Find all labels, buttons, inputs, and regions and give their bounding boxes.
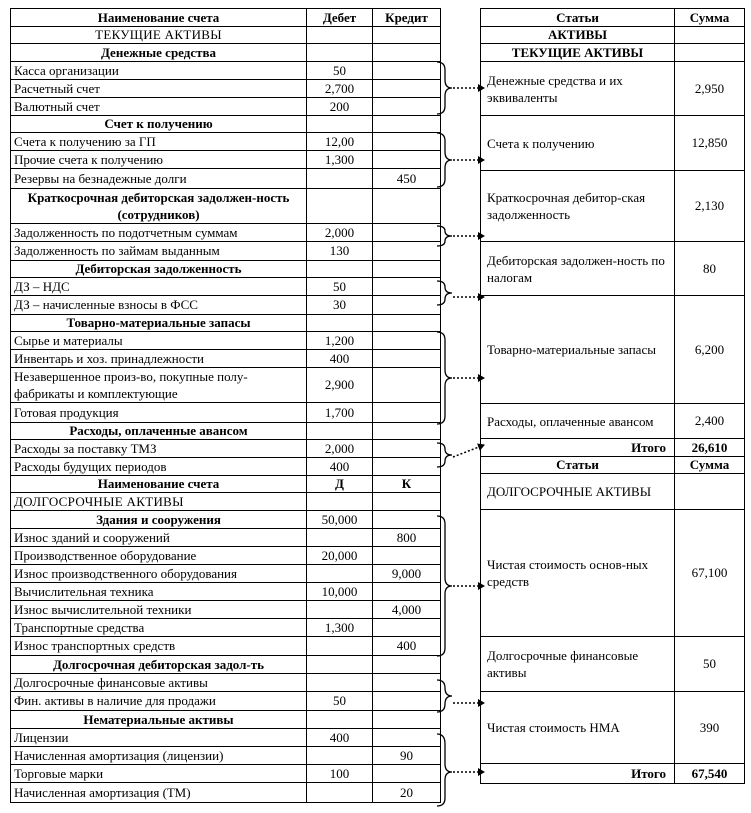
table-row-debit <box>307 529 373 547</box>
summary-item-sum: 6,200 <box>675 296 745 404</box>
table-row-debit: 30 <box>307 296 373 315</box>
table-row-debit: 2,000 <box>307 440 373 458</box>
table-row-credit: 400 <box>373 637 441 656</box>
table-row-credit <box>373 224 441 242</box>
summary-item-label: Чистая стоимость основ-ных средств <box>481 510 675 637</box>
table-row-debit: 400 <box>307 458 373 476</box>
table-row-name: Готовая продукция <box>11 403 307 423</box>
summary-item-label: Дебиторская задолжен-ность по налогам <box>481 242 675 296</box>
table-row-name: Прочие счета к получению <box>11 151 307 169</box>
table-row-debit: 50 <box>307 278 373 296</box>
section-title-current-assets-right: ТЕКУЩИЕ АКТИВЫ <box>481 44 675 62</box>
table-row-debit <box>307 601 373 619</box>
table-row-credit <box>373 296 441 315</box>
table-row-name: Торговые марки <box>11 765 307 783</box>
summary-item-sum: 2,400 <box>675 404 745 439</box>
summary-item-label: Долгосрочные финансовые активы <box>481 637 675 692</box>
table-row-debit: 400 <box>307 350 373 368</box>
group-title-inventory: Товарно-материальные запасы <box>11 315 307 332</box>
table-row-debit: 2,700 <box>307 80 373 98</box>
table-row-credit <box>373 765 441 783</box>
table-row-credit: 800 <box>373 529 441 547</box>
balance-summary-table <box>480 8 745 784</box>
table-row-name: Начисленная амортизация (лицензии) <box>11 747 307 765</box>
table-row-credit <box>373 368 441 403</box>
section-title-current-assets: ТЕКУЩИЕ АКТИВЫ <box>11 27 307 44</box>
column-header-debit: Дебет <box>307 9 373 27</box>
table-row-name: Резервы на безнадежные долги <box>11 169 307 189</box>
table-row-name: Инвентарь и хоз. принадлежности <box>11 350 307 368</box>
table-row-credit <box>373 440 441 458</box>
total-value-current: 26,610 <box>675 439 745 457</box>
table-row-debit: 100 <box>307 765 373 783</box>
table-row-name: Лицензии <box>11 729 307 747</box>
table-row-debit: 50 <box>307 692 373 711</box>
column-header-debit-2: Д <box>307 476 373 493</box>
table-row-name: Фин. активы в наличие для продажи <box>11 692 307 711</box>
table-row-credit <box>373 458 441 476</box>
table-row-name: Расчетный счет <box>11 80 307 98</box>
table-row-credit <box>373 98 441 116</box>
table-row-debit <box>307 565 373 583</box>
table-row-name: ДЗ – НДС <box>11 278 307 296</box>
table-row-name: Счета к получению за ГП <box>11 133 307 151</box>
table-row-debit: 50,000 <box>307 511 373 529</box>
table-row-name: Сырье и материалы <box>11 332 307 350</box>
table-row-name: Задолженность по подотчетным суммам <box>11 224 307 242</box>
column-header-account-2: Наименование счета <box>11 476 307 493</box>
group-title-cash: Денежные средства <box>11 44 307 62</box>
summary-item-label: Краткосрочная дебитор-ская задолженность <box>481 171 675 242</box>
table-row-name: Долгосрочные финансовые активы <box>11 674 307 692</box>
table-row-name: Износ производственного оборудования <box>11 565 307 583</box>
table-row-credit <box>373 547 441 565</box>
summary-item-label: Денежные средства и их эквиваленты <box>481 62 675 116</box>
total-value-long-term: 67,540 <box>675 764 745 784</box>
group-title-long-term-receivable: Долгосрочная дебиторская задол-ть <box>11 656 307 674</box>
summary-item-sum: 2,950 <box>675 62 745 116</box>
group-title-receivable: Дебиторская задолженность <box>11 261 307 278</box>
group-title-receivables: Счет к получению <box>11 116 307 133</box>
table-row-name: Износ транспортных средств <box>11 637 307 656</box>
table-row-debit <box>307 674 373 692</box>
table-row-name: Расходы будущих периодов <box>11 458 307 476</box>
table-row-credit <box>373 729 441 747</box>
summary-item-sum: 2,130 <box>675 171 745 242</box>
group-title-buildings: Здания и сооружения <box>11 511 307 529</box>
table-row-debit: 130 <box>307 242 373 261</box>
group-title-prepaid-expenses: Расходы, оплаченные авансом <box>11 423 307 440</box>
table-row-credit <box>373 692 441 711</box>
table-row-debit <box>307 637 373 656</box>
table-row-debit <box>307 169 373 189</box>
table-row-name: Износ вычислительной техники <box>11 601 307 619</box>
table-row-name: Касса организации <box>11 62 307 80</box>
group-title-short-term-receivable: Краткосрочная дебиторская задолжен-ность (сотрудников) <box>11 189 307 224</box>
summary-item-sum: 50 <box>675 637 745 692</box>
column-header-credit: Кредит <box>373 9 441 27</box>
table-row-debit <box>307 747 373 765</box>
total-label-current: Итого <box>481 439 675 457</box>
table-row-debit: 400 <box>307 729 373 747</box>
table-row-debit: 2,900 <box>307 368 373 403</box>
table-row-credit: 20 <box>373 783 441 803</box>
summary-item-label: Товарно-материальные запасы <box>481 296 675 404</box>
table-row-name: Задолженность по займам выданным <box>11 242 307 261</box>
column-header-sum-2: Сумма <box>675 457 745 474</box>
summary-item-label: Счета к получению <box>481 116 675 171</box>
table-row-debit: 1,300 <box>307 619 373 637</box>
total-label-long-term: Итого <box>481 764 675 784</box>
table-row-credit <box>373 151 441 169</box>
column-header-account: Наименование счета <box>11 9 307 27</box>
section-title-assets: АКТИВЫ <box>481 27 675 44</box>
table-row-name: Начисленная амортизация (ТМ) <box>11 783 307 803</box>
table-row-debit: 10,000 <box>307 583 373 601</box>
column-header-item-2: Статьи <box>481 457 675 474</box>
table-row-debit: 1,700 <box>307 403 373 423</box>
table-row-credit <box>373 583 441 601</box>
table-row-name: Валютный счет <box>11 98 307 116</box>
table-row-credit <box>373 350 441 368</box>
table-row-debit: 12,00 <box>307 133 373 151</box>
column-header-credit-2: К <box>373 476 441 493</box>
table-row-credit: 90 <box>373 747 441 765</box>
summary-item-sum: 80 <box>675 242 745 296</box>
summary-item-sum: 67,100 <box>675 510 745 637</box>
section-title-long-term-assets: ДОЛГОСРОЧНЫЕ АКТИВЫ <box>11 493 307 511</box>
table-row-credit <box>373 674 441 692</box>
table-row-credit <box>373 133 441 151</box>
table-row-credit <box>373 80 441 98</box>
summary-item-label: Чистая стоимость НМА <box>481 692 675 764</box>
table-row-credit <box>373 332 441 350</box>
column-header-sum: Сумма <box>675 9 745 27</box>
ledger-accounts-table <box>10 8 441 803</box>
table-row-debit: 2,000 <box>307 224 373 242</box>
table-row-name: Производственное оборудование <box>11 547 307 565</box>
summary-item-label: Расходы, оплаченные авансом <box>481 404 675 439</box>
table-row-credit <box>373 242 441 261</box>
table-row-debit: 200 <box>307 98 373 116</box>
table-row-name: Расходы за поставку ТМЗ <box>11 440 307 458</box>
table-row-name: Незавершенное произ-во, покупные полу-фабрикаты и комплектующие <box>11 368 307 403</box>
table-row-name: ДЗ – начисленные взносы в ФСС <box>11 296 307 315</box>
table-row-credit <box>373 62 441 80</box>
section-title-long-term-right: ДОЛГОСРОЧНЫЕ АКТИВЫ <box>481 474 675 510</box>
table-row-credit <box>373 403 441 423</box>
table-row-debit: 1,300 <box>307 151 373 169</box>
table-row-credit <box>373 619 441 637</box>
table-row-credit: 9,000 <box>373 565 441 583</box>
table-row-debit: 50 <box>307 62 373 80</box>
column-header-item: Статьи <box>481 9 675 27</box>
summary-item-sum: 12,850 <box>675 116 745 171</box>
table-row-credit: 4,000 <box>373 601 441 619</box>
table-row-name: Износ зданий и сооружений <box>11 529 307 547</box>
table-row-name: Вычислительная техника <box>11 583 307 601</box>
group-title-intangible: Нематериальные активы <box>11 711 307 729</box>
table-row-debit: 20,000 <box>307 547 373 565</box>
table-row-debit <box>307 783 373 803</box>
summary-item-sum: 390 <box>675 692 745 764</box>
table-row-name: Транспортные средства <box>11 619 307 637</box>
table-row-credit: 450 <box>373 169 441 189</box>
table-row-credit <box>373 278 441 296</box>
table-row-debit: 1,200 <box>307 332 373 350</box>
